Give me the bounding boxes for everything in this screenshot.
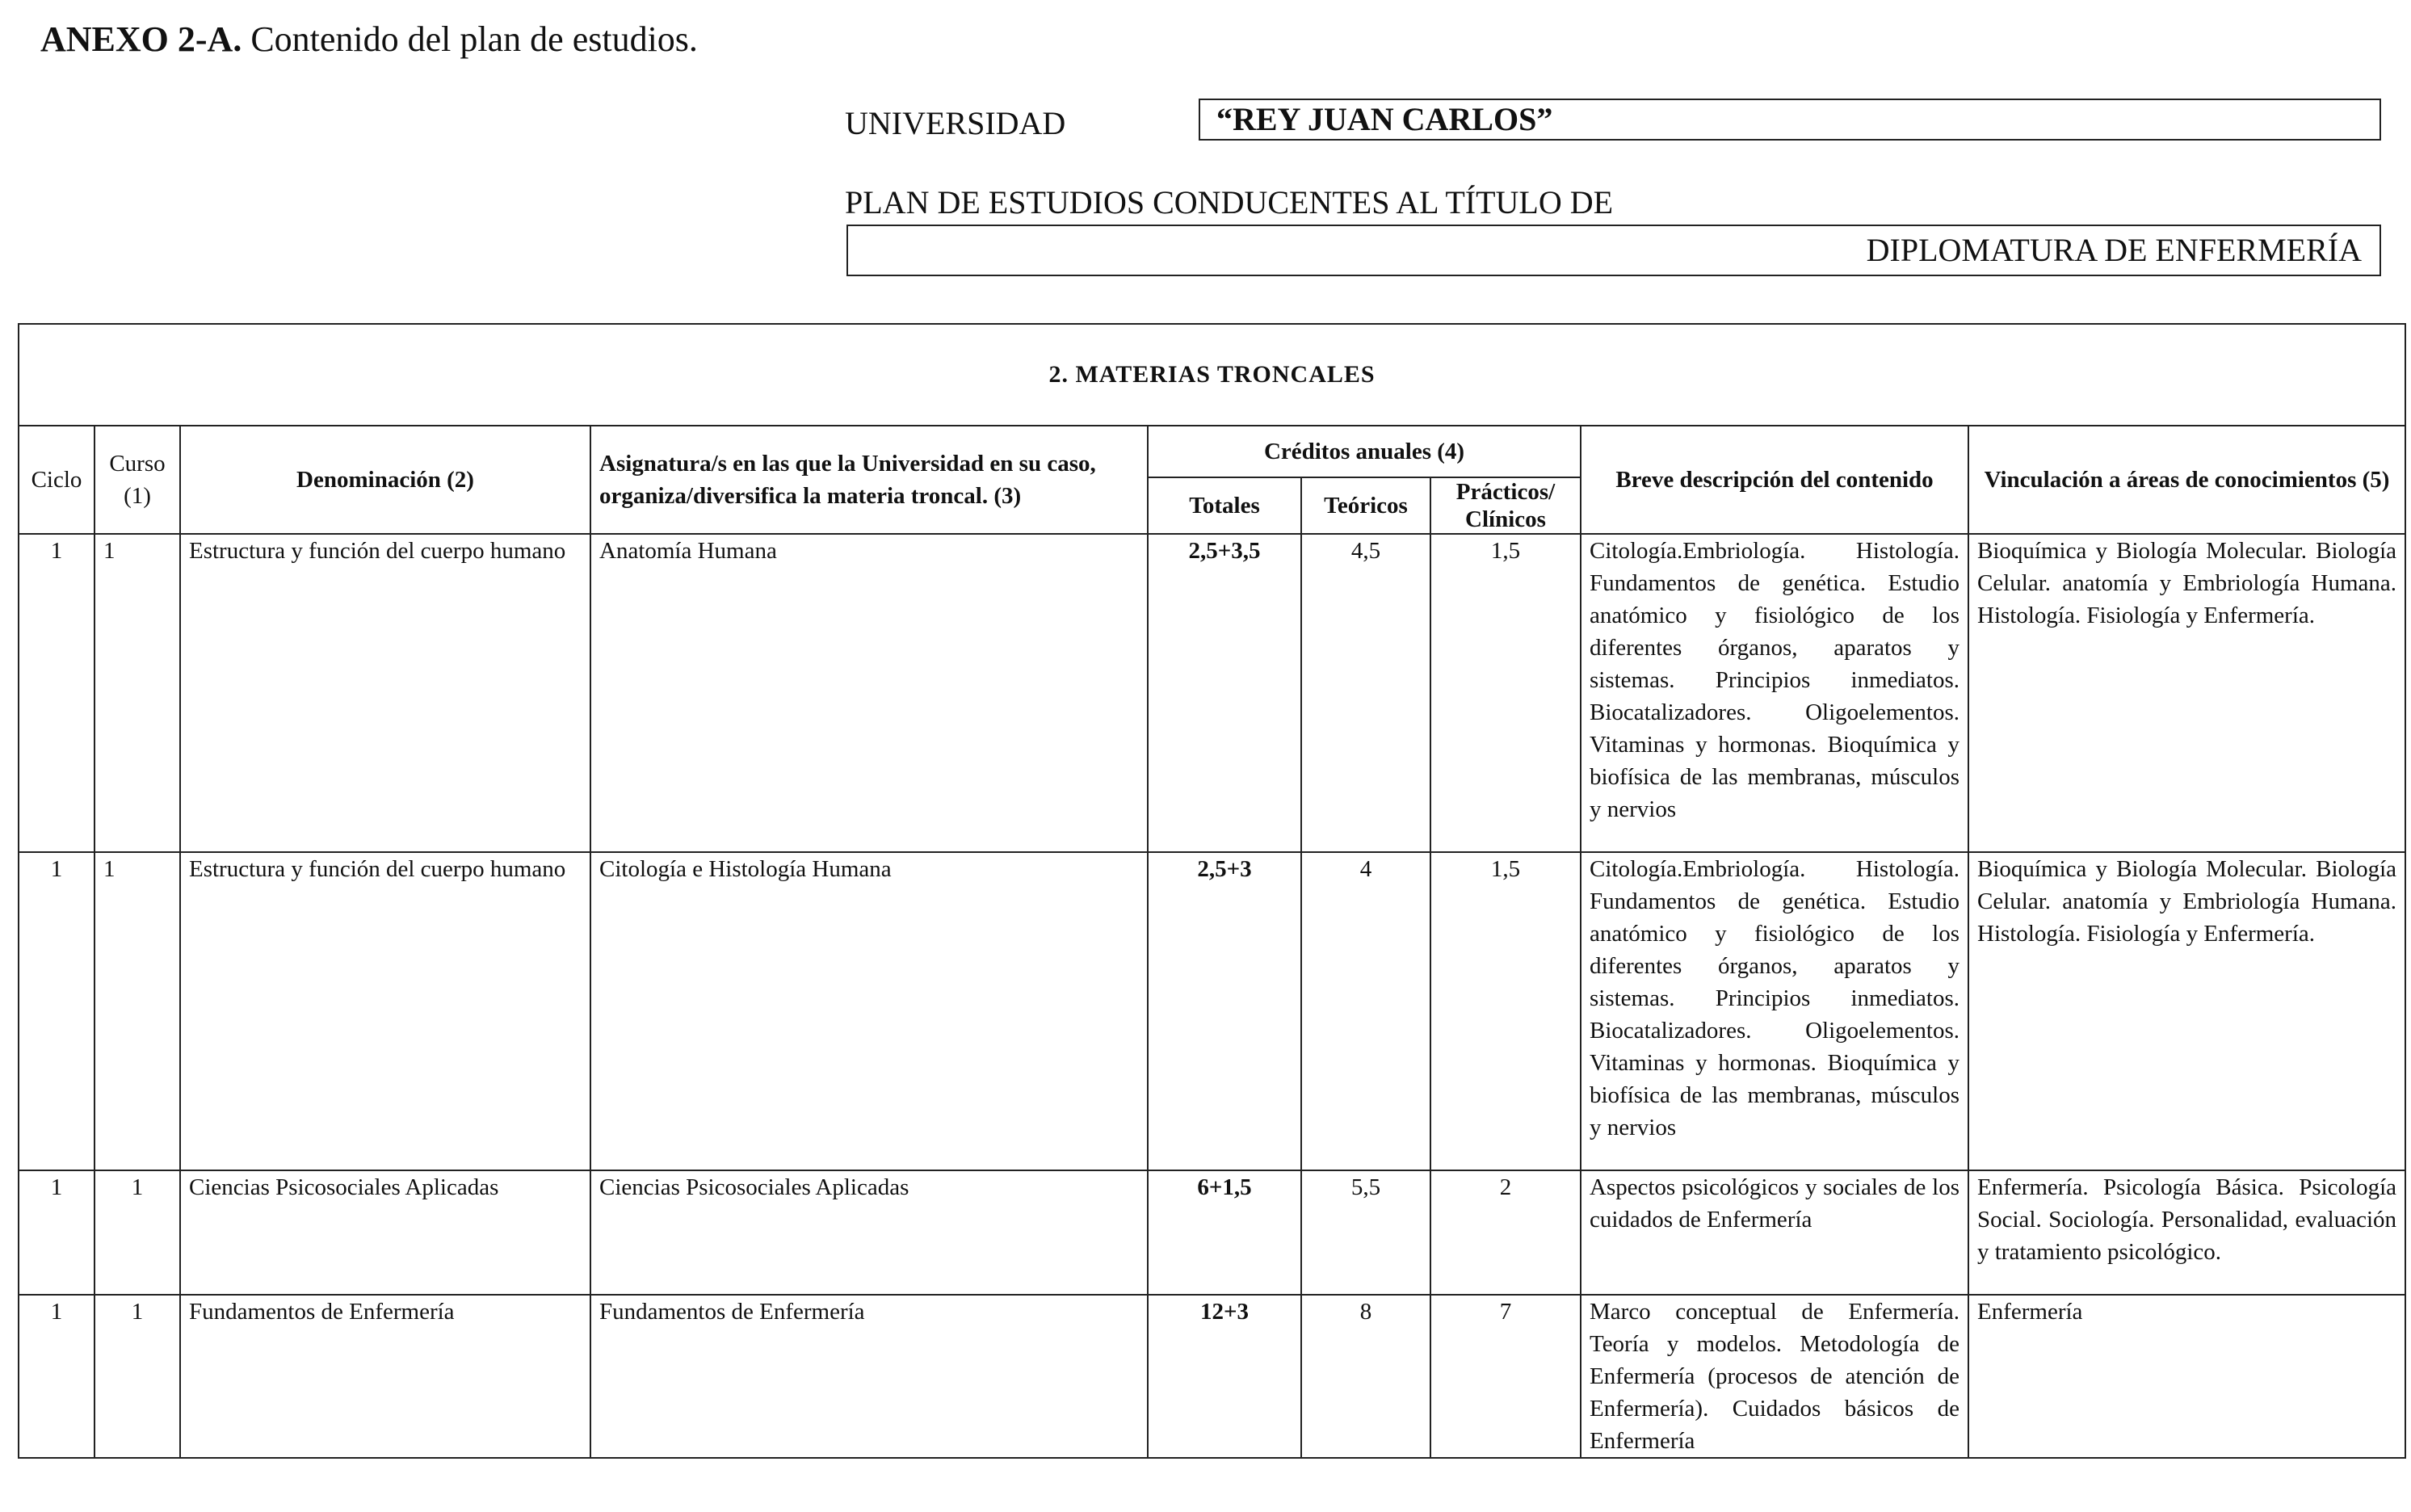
cell-teoricos: 5,5: [1301, 1170, 1430, 1295]
cell-teoricos: 4,5: [1301, 534, 1430, 852]
cell-descripcion: Marco conceptual de Enfermería. Teoría y modelos. Metodología de Enfermería (procesos de atención de Enfermería). Cuidados básicos de Enfermería: [1581, 1295, 1968, 1458]
col-ciclo: Ciclo: [19, 426, 95, 534]
col-vinculacion: Vinculación a áreas de conocimientos (5): [1968, 426, 2405, 534]
cell-ciclo: 1: [19, 1170, 95, 1295]
cell-practicos: 2: [1430, 1170, 1581, 1295]
annex-label: ANEXO 2-A.: [40, 19, 242, 59]
university-label: UNIVERSIDAD: [845, 105, 1066, 141]
table-row: [19, 1170, 2405, 1295]
col-practicos: Prácticos/ Clínicos: [1430, 477, 1581, 534]
col-totales: Totales: [1148, 477, 1301, 534]
cell-vinculacion: Bioquímica y Biología Molecular. Biología Celular. anatomía y Embriología Humana. Histología. Fisiología y Enfermería.: [1968, 852, 2405, 1170]
cell-totales: 2,5+3,5: [1148, 534, 1301, 852]
section-title: 2. MATERIAS TRONCALES: [19, 324, 2405, 426]
cell-denominacion: Ciencias Psicosociales Aplicadas: [180, 1170, 590, 1295]
col-teoricos: Teóricos: [1301, 477, 1430, 534]
col-asignatura: Asignatura/s en las que la Universidad en su caso, organiza/diversifica la materia troncal. (3): [590, 426, 1148, 534]
col-curso: Curso (1): [95, 426, 180, 534]
annex-title: Contenido del plan de estudios.: [242, 19, 698, 59]
cell-curso: 1: [95, 534, 180, 852]
university-name-field: “REY JUAN CARLOS”: [1199, 99, 2381, 141]
cell-practicos: 1,5: [1430, 534, 1581, 852]
cell-asignatura: Fundamentos de Enfermería: [590, 1295, 1148, 1458]
cell-denominacion: Fundamentos de Enfermería: [180, 1295, 590, 1458]
cell-denominacion: Estructura y función del cuerpo humano: [180, 534, 590, 852]
cell-totales: 2,5+3: [1148, 852, 1301, 1170]
cell-practicos: 7: [1430, 1295, 1581, 1458]
table-row: [19, 534, 2405, 852]
cell-descripcion: Citología.Embriología. Histología. Fundamentos de genética. Estudio anatómico y fisiológico de los diferentes órganos, aparatos y sistemas. Principios inmediatos. Biocatalizadores. Oligoelementos. Vitaminas y hormonas. Bioquímica y biofísica de las membranas, músculos y nervios: [1581, 852, 1968, 1170]
cell-ciclo: 1: [19, 852, 95, 1170]
cell-curso: 1: [95, 1295, 180, 1458]
cell-descripcion: Aspectos psicológicos y sociales de los cuidados de Enfermería: [1581, 1170, 1968, 1295]
col-creditos: Créditos anuales (4): [1148, 426, 1581, 477]
page-heading: [40, 18, 698, 61]
cell-denominacion: Estructura y función del cuerpo humano: [180, 852, 590, 1170]
cell-teoricos: 8: [1301, 1295, 1430, 1458]
cell-ciclo: 1: [19, 1295, 95, 1458]
degree-field: DIPLOMATURA DE ENFERMERÍA: [846, 225, 2381, 276]
cell-vinculacion: Enfermería: [1968, 1295, 2405, 1458]
cell-practicos: 1,5: [1430, 852, 1581, 1170]
cell-curso: 1: [95, 852, 180, 1170]
cell-asignatura: Anatomía Humana: [590, 534, 1148, 852]
col-descripcion: Breve descripción del contenido: [1581, 426, 1968, 534]
plan-label: PLAN DE ESTUDIOS CONDUCENTES AL TÍTULO DE: [845, 184, 1614, 220]
table-row: [19, 852, 2405, 1170]
cell-ciclo: 1: [19, 534, 95, 852]
cell-descripcion: Citología.Embriología. Histología. Fundamentos de genética. Estudio anatómico y fisiológico de los diferentes órganos, aparatos y sistemas. Principios inmediatos. Biocatalizadores. Oligoelementos. Vitaminas y hormonas. Bioquímica y biofísica de las membranas, músculos y nervios: [1581, 534, 1968, 852]
cell-teoricos: 4: [1301, 852, 1430, 1170]
cell-vinculacion: Enfermería. Psicología Básica. Psicología Social. Sociología. Personalidad, evaluación y tratamiento psicológico.: [1968, 1170, 2405, 1295]
troncales-table: [18, 323, 2406, 1459]
cell-asignatura: Citología e Histología Humana: [590, 852, 1148, 1170]
col-denominacion: Denominación (2): [180, 426, 590, 534]
cell-totales: 12+3: [1148, 1295, 1301, 1458]
table-row: [19, 1295, 2405, 1458]
cell-totales: 6+1,5: [1148, 1170, 1301, 1295]
cell-vinculacion: Bioquímica y Biología Molecular. Biología Celular. anatomía y Embriología Humana. Histología. Fisiología y Enfermería.: [1968, 534, 2405, 852]
cell-asignatura: Ciencias Psicosociales Aplicadas: [590, 1170, 1148, 1295]
cell-curso: 1: [95, 1170, 180, 1295]
